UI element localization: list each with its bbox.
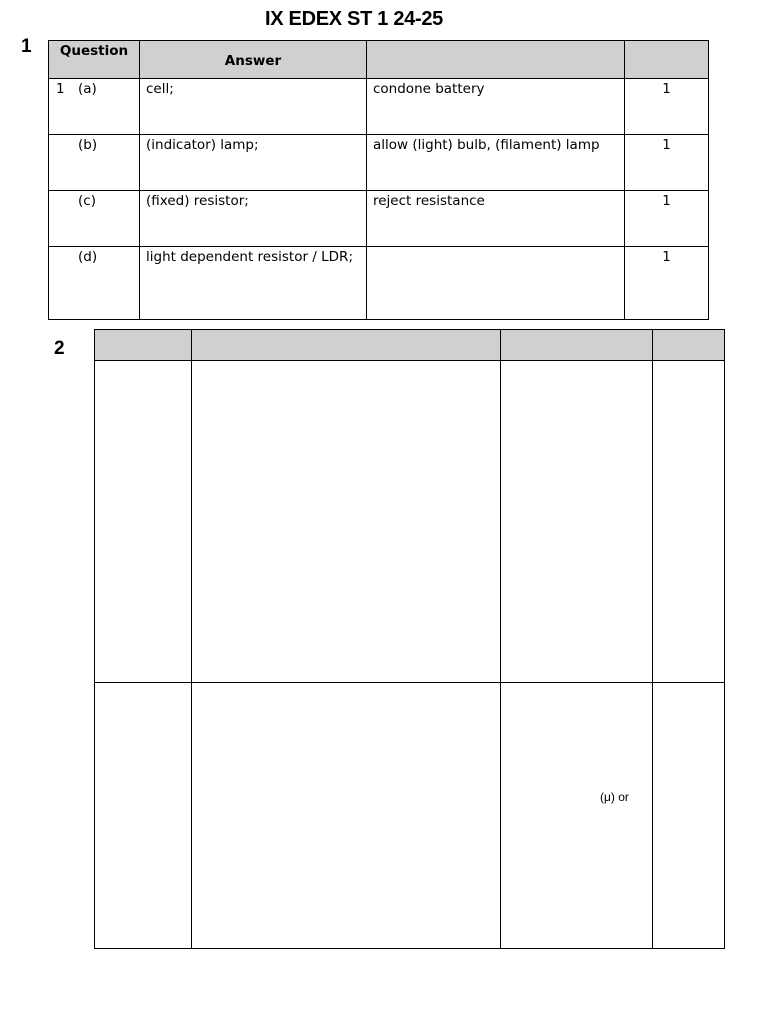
question-part: (a)	[78, 81, 97, 97]
notes-cell: reject resistance	[367, 191, 625, 247]
header-cell	[653, 330, 725, 361]
answer-cell: cell;	[140, 79, 367, 135]
header-cell	[192, 330, 501, 361]
table-header-row	[95, 330, 725, 361]
table-row	[49, 191, 709, 247]
table-row	[49, 135, 709, 191]
table-row	[49, 247, 709, 320]
marks-cell: 1	[625, 79, 709, 135]
table-row	[95, 683, 725, 949]
marks-cell: 1	[625, 191, 709, 247]
question-1-number: 1	[21, 36, 32, 57]
question-1-markscheme-table	[48, 40, 709, 320]
answer-cell: (fixed) resistor;	[140, 191, 367, 247]
answer-cell	[192, 361, 501, 683]
answer-cell	[192, 683, 501, 949]
header-cell	[95, 330, 192, 361]
question-cell	[95, 683, 192, 949]
table-row	[49, 79, 709, 135]
header-marks	[625, 41, 709, 79]
notes-cell	[501, 361, 653, 683]
notes-cell	[367, 247, 625, 320]
question-cell	[95, 361, 192, 683]
table-row	[95, 361, 725, 683]
notes-cell	[501, 683, 653, 949]
question-cell	[49, 247, 140, 320]
question-cell	[49, 191, 140, 247]
question-cell	[49, 135, 140, 191]
notes-fragment: (μ) or	[600, 790, 629, 804]
question-cell	[49, 79, 140, 135]
header-notes	[367, 41, 625, 79]
marks-cell	[653, 683, 725, 949]
notes-cell: condone battery	[367, 79, 625, 135]
table-header-row	[49, 41, 709, 79]
question-part: (d)	[78, 249, 98, 265]
marks-cell: 1	[625, 247, 709, 320]
marks-cell: 1	[625, 135, 709, 191]
document-title: IX EDEX ST 1 24-25	[264, 8, 444, 30]
answer-cell: light dependent resistor / LDR;	[140, 247, 367, 320]
question-2-number: 2	[54, 338, 65, 359]
question-part: (b)	[78, 137, 98, 153]
marks-cell	[653, 361, 725, 683]
header-answer: Answer	[140, 41, 367, 79]
answer-cell: (indicator) lamp;	[140, 135, 367, 191]
header-cell	[501, 330, 653, 361]
notes-cell: allow (light) bulb, (filament) lamp	[367, 135, 625, 191]
question-number: 1	[56, 81, 65, 97]
question-2-markscheme-table	[94, 329, 725, 949]
question-part: (c)	[78, 193, 96, 209]
header-question: Question	[49, 41, 140, 79]
